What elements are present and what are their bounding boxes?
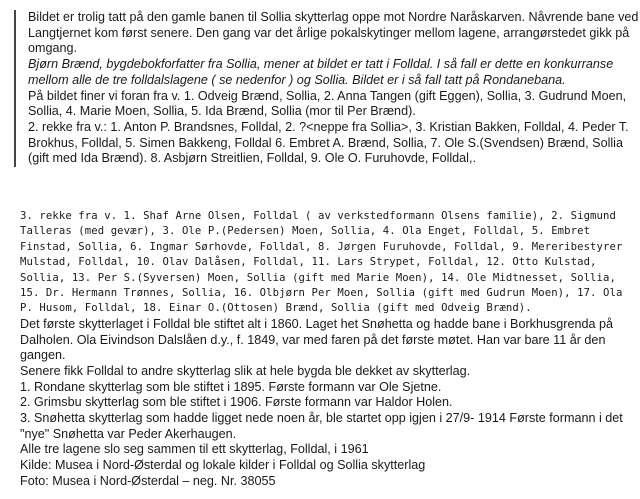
later-clubs-paragraph: Senere fikk Folldal to andre skytterlag slik at hele bygda ble dekket av skytterlag.: [20, 363, 471, 378]
photo-credit: Foto: Musea i Nord-Østerdal – neg. Nr. 38055: [20, 473, 276, 488]
club-grimsbu: 2. Grimsbu skytterlag som ble stiftet i 1906. Første formann var Haldor Holen.: [20, 395, 453, 410]
front-row-names: På bildet finer vi foran fra v. 1. Odveig Brænd, Sollia, 2. Anna Tangen (gift Eggen), Sollia, 3. Gudrund Moen, Sollia, 4. Marie Moen, Sollia, 5. Ida Brænd, Sollia (mor til Per Brænd).: [28, 88, 627, 119]
body-text-block: [20, 209, 634, 490]
italic-note: Bjørn Brænd, bygdebokforfatter fra Sollia, mener at bildet er tatt i Folldal. I så fall er dette en konkurranse mellom alle de tre folldalslagene ( se nedenfor ) og Sollia. Bildet er i så fall tatt på Rondanebana.: [28, 57, 614, 87]
history-paragraph: Det første skytterlaget i Folldal ble stiftet alt i 1860. Laget het Snøhetta og hadde bane i Borkhusgrenda på Dalholen. Ola Eivindson Dalslåen d.y., f. 1849, var med faren på det første møtet. Han var bare 11 år den gangen.: [20, 316, 613, 363]
third-row-names: 3. rekke fra v. 1. Shaf Arne Olsen, Folldal ( av verkstedformann Olsens familie), 2. Sigmund Talleras (med gevær), 3. Ole P.(Pedersen) Moen, Sollia, 4. Ola Enget, Folldal, 5. Embret Finstad, Sollia, 6. Ingmar Sørhovde, Folldal, 8. Jørgen Furuhovde, Folldal, 9. Mereribestyrer Mulstad, Folldal, 10. Olav Dalåsen, Folldal, 11. Lars Strypet, Folldal, 12. Otto Kulstad, Sollia, 13. Per S.(Syversen) Moen, Sollia (gift med Marie Moen), 14. Ole Midtnesset, Sollia, 15. Dr. Hermann Trønnes, Sollia, 16. Olbjørn Per Moen, Sollia (gift med Gudrun Moen), 17. Ola P. Husom, Folldal, 18. Einar O.(Ottosen) Brænd, Sollia (gift med Odveig Brænd).: [20, 210, 623, 315]
source-line: Kilde: Musea i Nord-Østerdal og lokale kilder i Folldal og Sollia skytterlag: [20, 458, 426, 473]
merger-line: Alle tre lagene slo seg sammen til ett skytterlag, Folldal, i 1961: [20, 442, 369, 457]
second-row-names: 2. rekke fra v.: 1. Anton P. Brandsnes, Folldal, 2. ?<neppe fra Sollia>, 3. Kristian Bakken, Folldal, 4. Peder T. Brokhus, Folldal, 5. Simen Bakkeng, Folldal 6. Embret A. Brænd, Sollia, 7. Ole S.(Svendsen) Brænd, Sollia (gift med Ida Brænd). 8. Asbjørn Streitlien, Folldal, 9. Ole O. Furuhovde, Folldal,.: [28, 119, 629, 166]
quoted-caption-block: [14, 10, 640, 167]
intro-paragraph: Bildet er trolig tatt på den gamle banen til Sollia skytterlag oppe mot Nordre Naråskarven. Nåvrende bane ved Langtjernet kom først senere. Den gang var det årlige pokalskytinger mellom lagene, arrangørstedet gikk på omgang.: [28, 10, 639, 56]
club-snohetta: 3. Snøhetta skytterlag som hadde ligget nede noen år, ble startet opp igjen i 27/9- 1914 Første formann i det "nye" Snøhetta var Peder Akerhaugen.: [20, 411, 623, 441]
club-rondane: 1. Rondane skytterlag som ble stiftet i 1895. Første formann var Ole Sjetne.: [20, 379, 442, 394]
